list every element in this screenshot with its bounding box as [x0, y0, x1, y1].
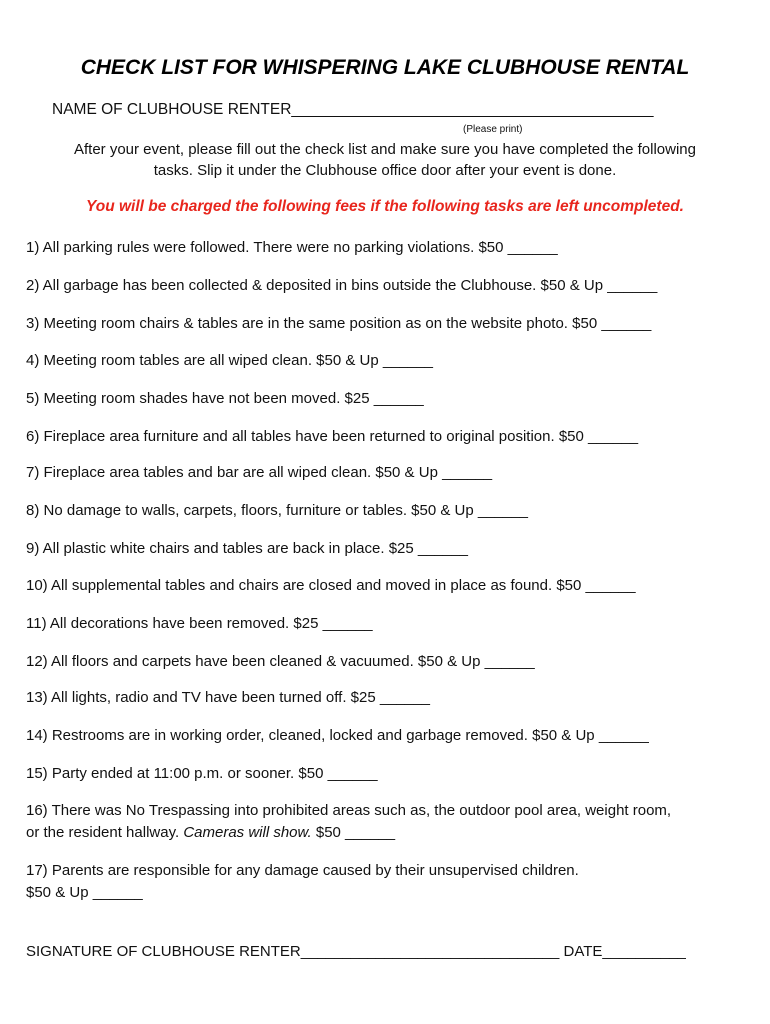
- checklist-item-7[interactable]: 7) Fireplace area tables and bar are all wiped clean. $50 & Up ______: [26, 464, 493, 481]
- checklist-item-14[interactable]: 14) Restrooms are in working order, cleaned, locked and garbage removed. $50 & Up ______: [26, 727, 649, 744]
- fee-warning: You will be charged the following fees if the following tasks are left uncompleted.: [86, 198, 684, 215]
- signature-date-field[interactable]: SIGNATURE OF CLUBHOUSE RENTER_______________________________ DATE__________: [26, 943, 686, 960]
- renter-name-field[interactable]: NAME OF CLUBHOUSE RENTER__________________________________________: [52, 101, 654, 118]
- intro-line-2: tasks. Slip it under the Clubhouse office door after your event is done.: [153, 162, 617, 179]
- checklist-item-8[interactable]: 8) No damage to walls, carpets, floors, furniture or tables. $50 & Up ______: [26, 502, 528, 519]
- intro-paragraph: [30, 139, 740, 181]
- checklist-item-10[interactable]: 10) All supplemental tables and chairs are closed and moved in place as found. $50 ______: [26, 577, 636, 594]
- checklist-item-13[interactable]: 13) All lights, radio and TV have been turned off. $25 ______: [26, 689, 430, 706]
- item-16-text: or the resident hallway.: [26, 824, 184, 841]
- checklist-item-2[interactable]: 2) All garbage has been collected & deposited in bins outside the Clubhouse. $50 & Up ______: [26, 277, 658, 294]
- checklist-item-9[interactable]: 9) All plastic white chairs and tables are back in place. $25 ______: [26, 540, 468, 557]
- please-print-note: (Please print): [463, 124, 523, 135]
- checklist-item-12[interactable]: 12) All floors and carpets have been cleaned & vacuumed. $50 & Up ______: [26, 653, 535, 670]
- item-17-line-2: $50 & Up ______: [26, 884, 143, 901]
- intro-line-1: After your event, please fill out the check list and make sure you have completed the following: [73, 141, 696, 158]
- checklist-item-4[interactable]: 4) Meeting room tables are all wiped clean. $50 & Up ______: [26, 352, 433, 369]
- item-17-line-1: 17) Parents are responsible for any damage caused by their unsupervised children.: [26, 862, 579, 879]
- checklist-item-5[interactable]: 5) Meeting room shades have not been moved. $25 ______: [26, 390, 424, 407]
- item-16-fee: $50 ______: [311, 824, 396, 841]
- checklist-item-3[interactable]: 3) Meeting room chairs & tables are in the same position as on the website photo. $50 ______: [26, 315, 652, 332]
- checklist-item-16[interactable]: [26, 800, 671, 844]
- checklist-item-11[interactable]: 11) All decorations have been removed. $25 ______: [26, 615, 373, 632]
- checklist-item-1[interactable]: 1) All parking rules were followed. There were no parking violations. $50 ______: [26, 239, 558, 256]
- item-16-line-2: [26, 822, 671, 844]
- page-title: CHECK LIST FOR WHISPERING LAKE CLUBHOUSE RENTAL: [80, 56, 690, 79]
- checklist-item-6[interactable]: 6) Fireplace area furniture and all tables have been returned to original position. $50 ______: [26, 428, 639, 445]
- checklist-item-15[interactable]: 15) Party ended at 11:00 p.m. or sooner. $50 ______: [26, 765, 378, 782]
- item-16-line-1: 16) There was No Trespassing into prohibited areas such as, the outdoor pool area, weight room,: [26, 802, 672, 819]
- cameras-note: Cameras will show.: [183, 824, 312, 841]
- checklist-item-17[interactable]: [26, 860, 579, 904]
